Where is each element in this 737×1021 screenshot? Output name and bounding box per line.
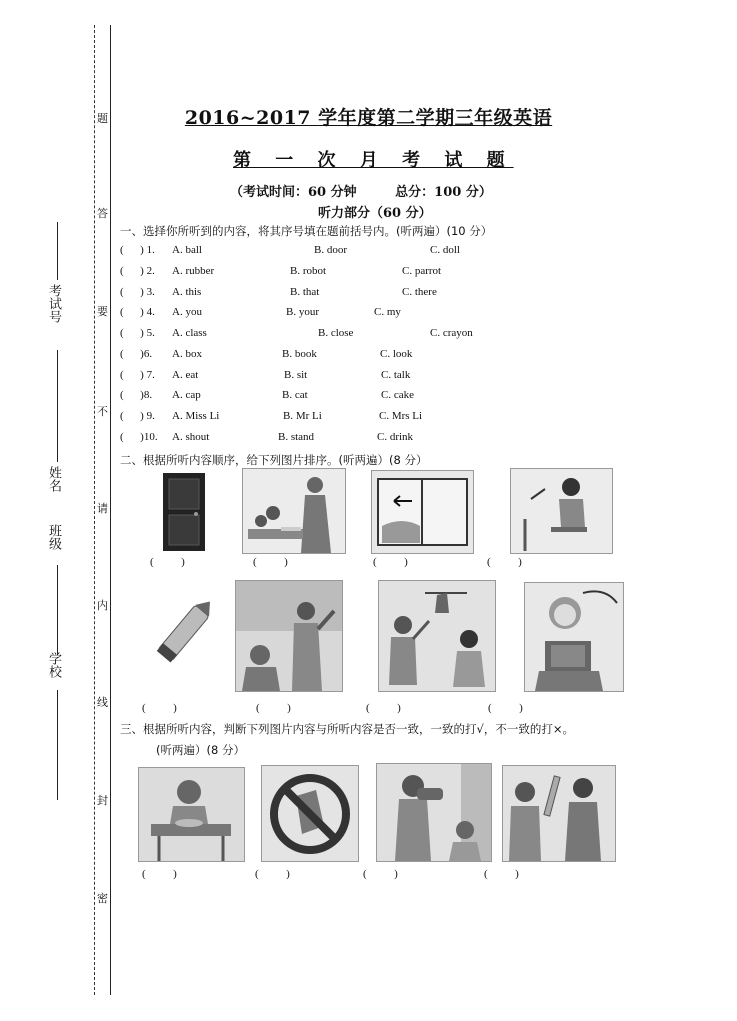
option-b: B. Mr Li: [283, 410, 322, 422]
question-row: [120, 389, 620, 405]
option-c: C. there: [402, 286, 437, 298]
name-label: 姓名: [46, 466, 61, 492]
option-a: A. cap: [172, 389, 201, 401]
option-a: A. shout: [172, 431, 210, 443]
name-blank[interactable]: [57, 350, 58, 462]
option-c: C. look: [380, 348, 413, 360]
teacher-students-picture: [242, 468, 346, 554]
seal-char: 请: [97, 502, 108, 515]
question-row: [120, 410, 620, 426]
answer-paren[interactable]: ( ): [150, 556, 185, 568]
answer-paren[interactable]: ( ) 7.: [120, 369, 155, 381]
no-book-sign-picture: [261, 765, 359, 862]
door-picture: [162, 472, 206, 552]
option-b: B. close: [318, 327, 354, 339]
answer-paren[interactable]: ( ) 4.: [120, 306, 155, 318]
boy-eating-picture: [138, 767, 245, 862]
question-row: [120, 369, 620, 385]
answer-paren[interactable]: ( ) 1.: [120, 244, 155, 256]
section1-instruction: 一、选择你所听到的内容，将其序号填在题前括号内。(听两遍）(10 分）: [120, 224, 493, 238]
seal-char: 题: [97, 112, 108, 125]
option-b: B. stand: [278, 431, 315, 443]
option-a: A. rubber: [172, 265, 215, 277]
option-c: C. Mrs Li: [379, 410, 423, 422]
exam-meta: [230, 181, 526, 200]
exam-number-label: 考试号: [46, 284, 61, 323]
school-label: 学校: [46, 652, 61, 678]
boy-girl-pointing-picture: [378, 580, 496, 692]
section3-note: (听两遍）(8 分）: [156, 743, 245, 757]
answer-paren[interactable]: ( ) 5.: [120, 327, 155, 339]
exam-title: 2016~2017 学年度第二学期三年级英语: [184, 107, 553, 129]
listening-section-title: 听力部分（60 分）: [318, 206, 432, 221]
option-a: A. you: [172, 306, 202, 318]
option-a: A. class: [172, 327, 207, 339]
exam-subtitle: 第 一 次 月 考 试 题: [233, 150, 514, 171]
answer-paren[interactable]: ( )6.: [120, 348, 153, 360]
boy-ruler-picture: [502, 765, 616, 862]
seal-char: 线: [97, 696, 108, 709]
option-b: B. your: [286, 306, 319, 318]
exam-number-blank[interactable]: [57, 222, 58, 280]
option-b: B. book: [282, 348, 317, 360]
girl-books-picture: [524, 582, 624, 692]
seal-char: 不: [97, 405, 108, 418]
option-b: B. robot: [290, 265, 327, 277]
answer-paren[interactable]: ( ): [142, 868, 177, 880]
option-c: C. my: [374, 306, 401, 318]
dashed-fold-line: [94, 25, 95, 995]
option-b: B. door: [314, 244, 347, 256]
option-b: B. that: [290, 286, 320, 298]
question-row: [120, 286, 620, 302]
seal-char: 封: [97, 794, 108, 807]
answer-paren[interactable]: ( ): [255, 868, 290, 880]
boy-toy-car-picture: [376, 763, 492, 862]
answer-paren[interactable]: ( ): [253, 556, 288, 568]
exam-time: （考试时间：60 分钟: [230, 185, 357, 200]
answer-paren[interactable]: ( ): [256, 702, 291, 714]
question-row: [120, 431, 620, 447]
question-row: [120, 306, 620, 322]
seal-char: 密: [97, 892, 108, 905]
answer-paren[interactable]: ( ): [142, 702, 177, 714]
binding-line: [110, 25, 111, 995]
answer-paren[interactable]: ( ): [373, 556, 408, 568]
answer-paren[interactable]: ( )8.: [120, 389, 153, 401]
answer-paren[interactable]: ( ): [363, 868, 398, 880]
answer-paren[interactable]: ( ) 3.: [120, 286, 155, 298]
option-c: C. talk: [381, 369, 411, 381]
girl-sitting-picture: [510, 468, 613, 554]
window-picture: [371, 470, 474, 554]
option-a: A. eat: [172, 369, 199, 381]
question-row: [120, 244, 620, 260]
seal-char: 内: [97, 599, 108, 612]
option-c: C. parrot: [402, 265, 442, 277]
question-row: [120, 348, 620, 364]
option-a: A. box: [172, 348, 202, 360]
question-row: [120, 327, 620, 343]
option-c: C. doll: [430, 244, 460, 256]
school-blank[interactable]: [57, 690, 58, 800]
option-a: A. this: [172, 286, 202, 298]
class-blank[interactable]: [57, 565, 58, 655]
option-c: C. cake: [381, 389, 414, 401]
option-b: B. cat: [282, 389, 308, 401]
section3-instruction: 三、根据所听内容，判断下列图片内容与所听内容是否一致，一致的打√，不一致的打×。: [120, 722, 574, 736]
exam-total-score: 总分：100 分）: [395, 185, 492, 200]
question-row: [120, 265, 620, 281]
class-label: 班级: [46, 524, 61, 550]
crayon-picture: [150, 595, 212, 677]
seal-char: 答: [97, 207, 108, 220]
answer-paren[interactable]: ( ) 9.: [120, 410, 155, 422]
option-c: C. crayon: [430, 327, 473, 339]
answer-paren[interactable]: ( ): [484, 868, 519, 880]
answer-paren[interactable]: ( )10.: [120, 431, 158, 443]
seal-char: 要: [97, 305, 108, 318]
section2-instruction: 二、根据所听内容顺序，给下列图片排序。(听两遍）(8 分）: [120, 453, 428, 467]
answer-paren[interactable]: ( ) 2.: [120, 265, 155, 277]
option-c: C. drink: [377, 431, 414, 443]
option-a: A. Miss Li: [172, 410, 220, 422]
answer-paren[interactable]: ( ): [366, 702, 401, 714]
answer-paren[interactable]: ( ): [487, 556, 522, 568]
option-b: B. sit: [284, 369, 308, 381]
option-a: A. ball: [172, 244, 202, 256]
answer-paren[interactable]: ( ): [488, 702, 523, 714]
boy-blackboard-picture: [235, 580, 343, 692]
